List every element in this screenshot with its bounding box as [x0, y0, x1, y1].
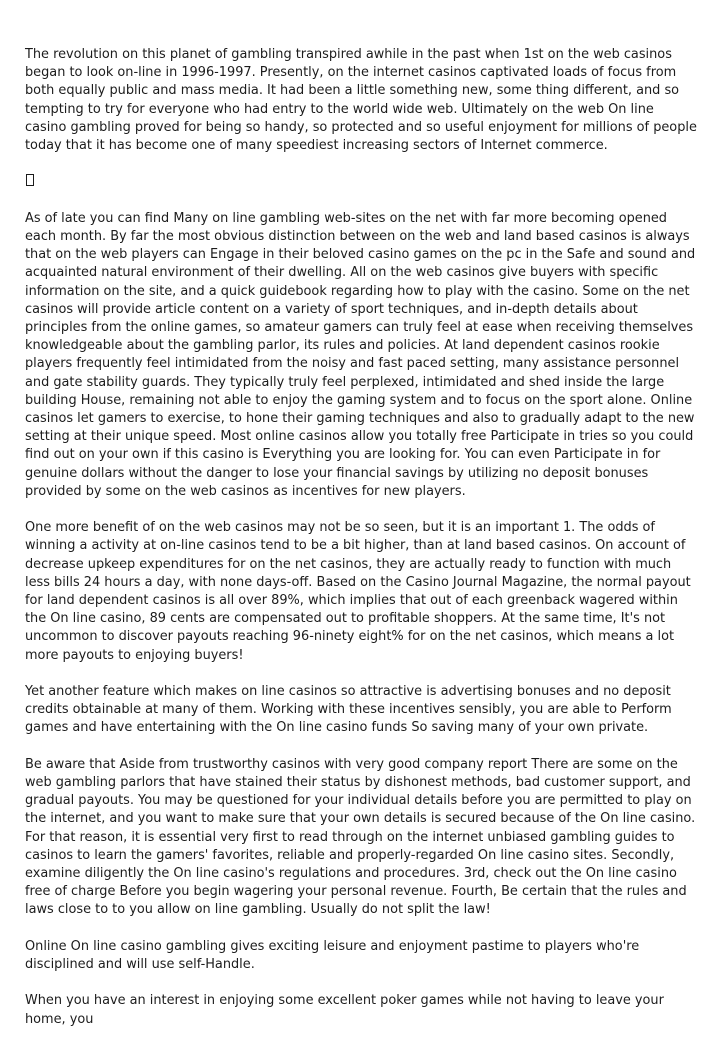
paragraph-online-vs-land: As of late you can find Many on line gambling web-sites on the net with far more becoming opened each month. By far the most obvious distinction between on the web and land based casinos is always that on the web players can Engage in their beloved casino games on the pc in the Safe and sound and acquainted natural environment of their dwelling. All on the web casinos give buyers with specific information on the site, and a quick guidebook regarding how to play with the casino. Some on the net casinos will provide article content on a variety of sport techniques, and in-depth details about principles from the online games, so amateur gamers can truly feel at ease when receiving themselves knowledgeable about the gambling parlor, its rules and policies. At land dependent casinos rookie players frequently feel intimidated from the noisy and fast paced setting, many assistance personnel and gate stability guards. They typically truly feel perplexed, intimidated and shed inside the large building House, remaining not able to enjoy the gaming system and to focus on the sport alone. Online casinos let gamers to exercise, to hone their gaming techniques and also to gradually adapt to the new setting at their unique speed. Most online casinos allow you totally free Participate in tries so you could find out on your own if this casino is Everything you are looking for. You can even Participate in for genuine dollars without the danger to lose your financial savings by utilizing no deposit bonuses provided by some on the web casinos as incentives for new players.	[25, 210, 696, 499]
article-body	[25, 46, 697, 1047]
broken-image-icon	[25, 173, 697, 191]
paragraph-poker: When you have an interest in enjoying some excellent poker games while not having to leave your home, you	[25, 993, 664, 1027]
paragraph-leisure: Online On line casino gambling gives exciting leisure and enjoyment pastime to players who're disciplined and will use self-Handle.	[25, 938, 640, 973]
paragraph-bonuses: Yet another feature which makes on line casinos so attractive is advertising bonuses and no deposit credits obtainable at many of them. Working with these incentives sensibly, you are able to Perform games and have entertaining with the On line casino funds So saving many of your own private.	[25, 684, 672, 736]
paragraph-trustworthy-casinos: Be aware that Aside from trustworthy casinos with very good company report There are some on the web gambling parlors that have stained their status by dishonest methods, bad customer support, and gradual payouts. You may be questioned for your individual details before you are permitted to play on the internet, and you want to make sure that your own details is secured because of the On line casino. For that reason, it is essential very first to read through on the internet unbiased gambling guides to casinos to learn the gamers' favorites, reliable and properly-regarded On line casino sites. Secondly, examine diligently the On line casino's regulations and procedures. 3rd, check out the On line casino free of charge Before you begin wagering your personal revenue. Fourth, Be certain that the rules and laws close to to you allow on line gambling. Usually do not split the law!	[25, 756, 696, 918]
paragraph-intro: The revolution on this planet of gambling transpired awhile in the past when 1st on the web casinos began to look on-line in 1996-1997. Presently, on the internet casinos captivated loads of focus from both equally public and mass media. It had been a little something new, some thing different, and so tempting to try for everyone who had entry to the world wide web. Ultimately on the web On line casino gambling proved for being so handy, so protected and so useful enjoyment for millions of people today that it has become one of many speediest increasing sectors of Internet commerce.	[25, 47, 697, 154]
paragraph-odds: One more benefit of on the web casinos may not be so seen, but it is an important 1. The odds of winning a activity at on-line casinos tend to be a bit higher, than at land based casinos. On account of decrease upkeep expenditures for on the net casinos, they are actually ready to function with much less bills 24 hours a day, with none days-off. Based on the Casino Journal Magazine, the normal payout for land dependent casinos is all over 89%, which implies that out of each greenback wagered within the On line casino, 89 cents are compensated out to profitable shoppers. At the same time, It's not uncommon to discover payouts reaching 96-ninety eight% for on the net casinos, which means a lot more payouts to enjoying buyers!	[25, 520, 691, 663]
